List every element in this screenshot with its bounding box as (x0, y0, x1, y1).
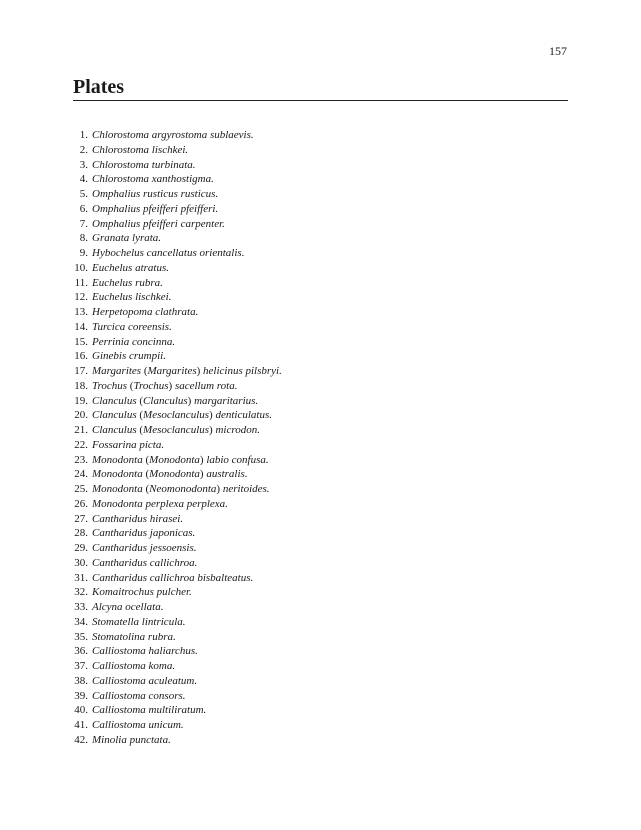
plate-item (73, 438, 282, 453)
plate-species-name (92, 542, 197, 554)
plate-list (73, 128, 282, 748)
punctuation: ) (187, 394, 195, 407)
taxon-text: microdon. (215, 424, 260, 436)
plate-item (73, 320, 282, 335)
plate-number: 42. (74, 733, 88, 746)
taxon-text: Mesoclanculus (143, 409, 210, 422)
punctuation: ( (129, 379, 134, 392)
plate-number: 20. (74, 409, 88, 422)
taxon-text: Cantharidus callichroa bisbalteatus. (92, 571, 254, 584)
taxon-text: Omphalius rusticus rusticus. (92, 188, 219, 200)
plate-number: 37. (74, 660, 88, 672)
taxon-text: Margarites (147, 365, 197, 377)
taxon-text: Granata lyrata. (92, 232, 162, 245)
plate-number: 11. (74, 276, 88, 289)
taxon-text: Alcyna ocellata. (92, 601, 164, 613)
plate-number: 41. (74, 719, 88, 731)
plate-number: 24. (74, 468, 88, 481)
taxon-text: Monodonta (92, 453, 146, 466)
plate-number: 32. (74, 586, 88, 599)
plate-species-name (92, 321, 172, 333)
plate-number: 21. (74, 424, 88, 436)
page-title: Plates (73, 76, 125, 98)
punctuation: ) (168, 379, 175, 392)
taxon-text: Margarites (92, 365, 144, 377)
punctuation: ) (199, 453, 207, 466)
plate-species-name (92, 557, 197, 569)
plate-number: 25. (74, 483, 88, 495)
plate-item (73, 290, 282, 305)
taxon-text: Monodonta (149, 468, 200, 481)
plate-item (73, 246, 282, 261)
taxon-text: Calliostoma consors. (92, 689, 186, 702)
plate-number: 34. (74, 615, 88, 628)
plate-number: 23. (74, 453, 88, 466)
plate-item (73, 585, 282, 600)
plate-item (73, 689, 282, 704)
plate-species-name (92, 675, 197, 687)
punctuation: ( (145, 483, 150, 495)
plate-species-name (92, 527, 195, 539)
taxon-text: Neomonodonta (149, 483, 217, 495)
plate-item (73, 644, 282, 659)
plate-item (73, 630, 282, 645)
plate-item (73, 615, 282, 630)
plate-number: 14. (74, 320, 88, 333)
plate-number: 27. (74, 512, 88, 525)
plate-species-name (92, 277, 163, 289)
plate-item (73, 128, 282, 143)
plate-item (73, 364, 282, 379)
plate-species-name (92, 704, 206, 716)
taxon-text: Monodonta (92, 483, 146, 495)
plate-species-name (92, 454, 269, 466)
plate-item (73, 467, 282, 482)
plate-number: 22. (74, 438, 88, 451)
taxon-text: labio confusa. (206, 453, 269, 466)
taxon-text: Cantharidus callichroa. (92, 556, 198, 569)
taxon-text: margaritarius. (194, 394, 259, 407)
plate-species-name (92, 601, 163, 613)
plate-number: 3. (79, 158, 88, 171)
plate-item (73, 556, 282, 571)
plate-item (73, 217, 282, 232)
taxon-text: Calliostoma aculeatum. (92, 674, 198, 687)
taxon-text: Cantharidus japonicas. (92, 527, 196, 540)
plate-number: 28. (74, 527, 88, 540)
plate-item (73, 733, 282, 748)
plate-item (73, 541, 282, 556)
plate-species-name (92, 350, 166, 362)
plate-item (73, 379, 282, 394)
punctuation: ) (196, 365, 204, 377)
taxon-text: Ginebis crumpii. (92, 350, 166, 363)
plate-item (73, 261, 282, 276)
taxon-text: Minolia punctata. (92, 733, 171, 746)
taxon-text: Trochus (92, 379, 130, 392)
plate-species-name (92, 159, 196, 171)
plate-number: 5. (79, 188, 88, 200)
taxon-text: denticulatus. (215, 409, 272, 422)
taxon-text: Clanculus (92, 409, 140, 422)
plate-number: 33. (74, 601, 88, 613)
taxon-text: helicinus pilsbryi. (203, 365, 282, 377)
plate-species-name (92, 616, 186, 628)
plate-species-name (92, 424, 260, 436)
plate-number: 19. (74, 394, 88, 407)
taxon-text: Omphalius pfeifferi pfeifferi. (92, 202, 219, 215)
plate-item (73, 423, 282, 438)
taxon-text: Cantharidus jessoensis. (92, 542, 197, 554)
punctuation: ( (143, 365, 148, 377)
plate-species-name (92, 247, 244, 259)
plate-number: 40. (74, 704, 88, 717)
plate-number: 36. (74, 645, 88, 658)
plate-species-name (92, 513, 183, 525)
taxon-text: Komaitrochus pulcher. (92, 586, 192, 599)
plate-species-name (92, 291, 171, 303)
plate-number: 39. (74, 689, 88, 702)
plate-species-name (92, 409, 272, 421)
taxon-text: Calliostoma haliarchus. (92, 645, 198, 658)
plate-number: 4. (79, 173, 88, 186)
taxon-text: Euchelus rubra. (92, 276, 163, 289)
punctuation: ) (199, 468, 207, 481)
punctuation: ( (139, 394, 144, 407)
taxon-text: Clanculus (92, 424, 140, 436)
taxon-text: Cantharidus hirasei. (92, 512, 184, 525)
plate-species-name (92, 439, 164, 451)
plate-species-name (92, 306, 198, 318)
plate-species-name (92, 631, 176, 643)
taxon-text: Calliostoma koma. (92, 660, 176, 672)
plate-number: 35. (74, 630, 88, 643)
plate-item (73, 202, 282, 217)
plate-item (73, 526, 282, 541)
taxon-text: Perrinia concinna. (92, 335, 176, 348)
title-rule (73, 100, 568, 101)
plate-species-name (92, 483, 270, 495)
plate-item (73, 659, 282, 674)
plate-number: 15. (74, 335, 88, 348)
plate-number: 38. (74, 674, 88, 687)
plate-species-name (92, 380, 237, 392)
taxon-text: Clanculus (92, 394, 140, 407)
plate-number: 30. (74, 556, 88, 569)
plate-item (73, 143, 282, 158)
plate-number: 9. (79, 247, 88, 259)
plate-number: 29. (74, 542, 88, 554)
plate-species-name (92, 365, 282, 377)
plate-item (73, 718, 282, 733)
taxon-text: Calliostoma unicum. (92, 719, 184, 731)
taxon-text: Monodonta perplexa perplexa. (92, 497, 228, 510)
plate-number: 13. (74, 306, 88, 318)
punctuation: ) (209, 424, 216, 436)
plate-species-name (92, 188, 218, 200)
plate-species-name (92, 498, 228, 510)
punctuation: ( (139, 409, 144, 422)
plate-number: 8. (79, 232, 88, 245)
plate-item (73, 394, 282, 409)
plate-item (73, 335, 282, 350)
plate-item (73, 600, 282, 615)
punctuation: ) (216, 483, 223, 495)
plate-number: 12. (74, 291, 88, 304)
plate-item (73, 674, 282, 689)
plate-number: 17. (74, 365, 88, 377)
plate-item (73, 187, 282, 202)
plate-number: 1. (79, 129, 88, 141)
plate-species-name (92, 336, 175, 348)
plate-item (73, 497, 282, 512)
plate-species-name (92, 203, 218, 215)
plate-species-name (92, 690, 186, 702)
taxon-text: Stomatella lintricula. (92, 615, 186, 628)
plate-item (73, 231, 282, 246)
taxon-text: Herpetopoma clathrata. (92, 306, 199, 318)
plate-number: 26. (74, 497, 88, 510)
taxon-text: sacellum rota. (174, 379, 238, 392)
taxon-text: Stomatolina rubra. (92, 630, 176, 643)
plate-number: 16. (74, 350, 88, 363)
plate-species-name (92, 173, 214, 185)
plate-species-name (92, 645, 198, 657)
punctuation: ( (145, 468, 150, 481)
punctuation: ) (209, 409, 216, 422)
plate-item (73, 482, 282, 497)
punctuation: ( (145, 453, 150, 466)
plate-species-name (92, 395, 258, 407)
taxon-text: Chlorostoma xanthostigma. (92, 173, 214, 186)
plate-number: 31. (74, 571, 88, 584)
plate-species-name (92, 719, 184, 731)
plate-item (73, 512, 282, 527)
plate-species-name (92, 586, 192, 598)
taxon-text: Chlorostoma lischkei. (92, 143, 189, 156)
plate-species-name (92, 734, 171, 746)
plate-number: 18. (74, 379, 88, 392)
plate-item (73, 172, 282, 187)
plate-number: 6. (79, 202, 88, 215)
plate-item (73, 703, 282, 718)
plate-species-name (92, 232, 161, 244)
taxon-text: australis. (206, 468, 248, 481)
taxon-text: Calliostoma multiliratum. (92, 704, 207, 717)
taxon-text: Fossarina picta. (92, 438, 165, 451)
taxon-text: Chlorostoma argyrostoma sublaevis. (92, 129, 254, 141)
plate-species-name (92, 129, 254, 141)
page-number: 157 (549, 44, 567, 58)
taxon-text: Euchelus lischkei. (92, 291, 172, 304)
taxon-text: Trochus (133, 379, 169, 392)
plate-species-name (92, 144, 188, 156)
plate-item (73, 349, 282, 364)
plate-number: 2. (79, 143, 88, 156)
plate-item (73, 276, 282, 291)
plate-item (73, 453, 282, 468)
plate-species-name (92, 572, 253, 584)
taxon-text: neritoides. (222, 483, 270, 495)
taxon-text: Monodonta (149, 453, 200, 466)
taxon-text: Omphalius pfeifferi carpenter. (92, 217, 225, 230)
plate-item (73, 305, 282, 320)
taxon-text: Hybochelus cancellatus orientalis. (92, 247, 245, 259)
taxon-text: Turcica coreensis. (92, 320, 172, 333)
plate-number: 7. (79, 217, 88, 230)
punctuation: ( (139, 424, 144, 436)
taxon-text: Mesoclanculus (143, 424, 210, 436)
taxon-text: Chlorostoma turbinata. (92, 158, 196, 171)
plate-species-name (92, 262, 169, 274)
taxon-text: Clanculus (143, 394, 188, 407)
plate-species-name (92, 660, 175, 672)
taxon-text: Monodonta (92, 468, 146, 481)
plate-species-name (92, 218, 225, 230)
plate-number: 10. (74, 261, 88, 274)
taxon-text: Euchelus atratus. (92, 261, 169, 274)
plate-item (73, 158, 282, 173)
plate-item (73, 571, 282, 586)
plate-species-name (92, 468, 248, 480)
plate-item (73, 408, 282, 423)
